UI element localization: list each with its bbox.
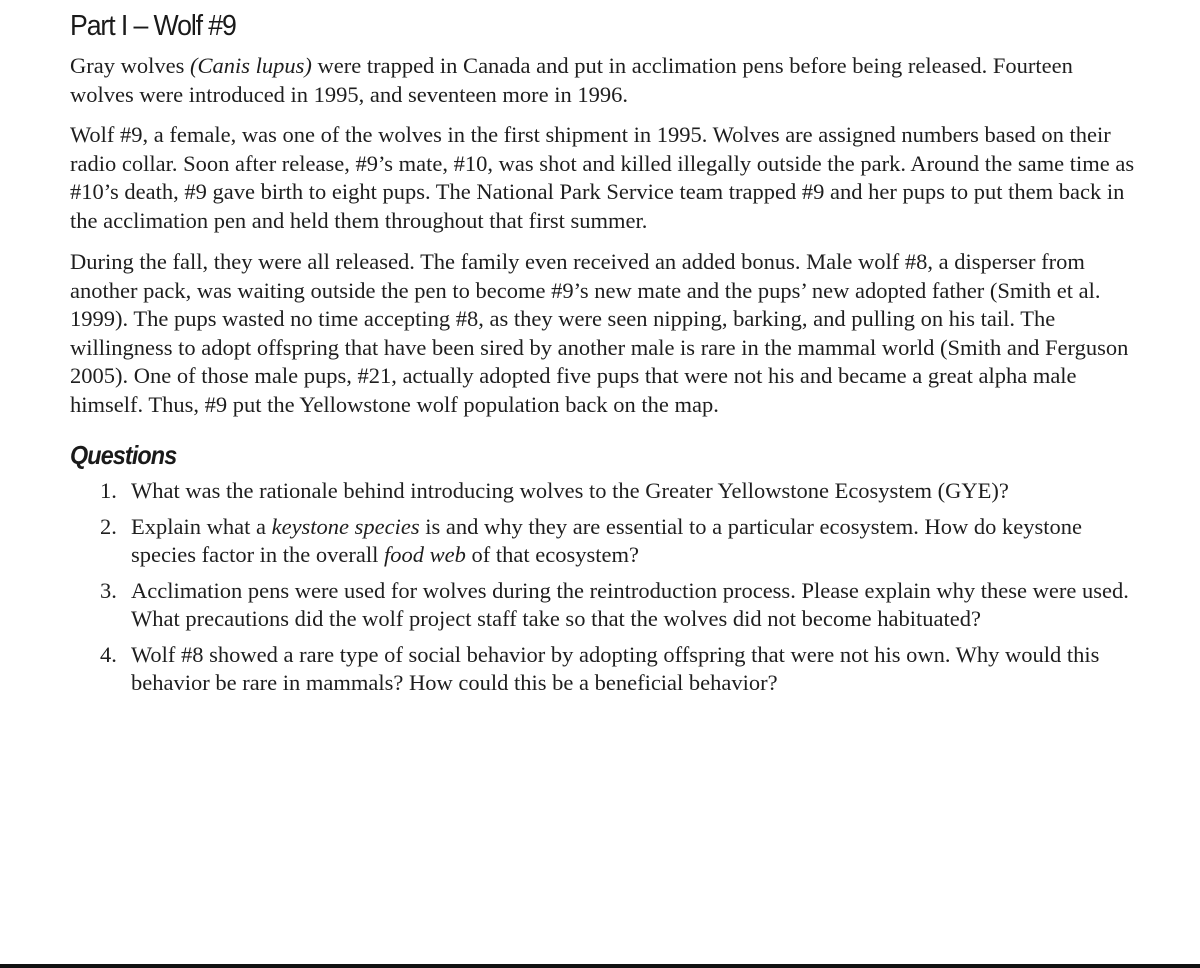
bottom-divider	[0, 964, 1200, 968]
release-paragraph: During the fall, they were all released. The family even received an added bonus. Male wolf #8, a disperser from another pack, was waiting outside the pen to become #9’s new mate and the pups’ new adopted father (Smith et al. 1999). The pups wasted no time accepting #8, as they were seen nipping, barking, and pulling on his tail. The willingness to adopt offspring that have been sired by another male is rare in the mammal world (Smith and Ferguson 2005). One of those male pups, #21, actually adopted five pups that were not his and became a great alpha male himself. Thus, #9 put the Yellowstone wolf population back on the map.	[70, 249, 1129, 417]
question-text: What was the rationale behind introducing wolves to the Greater Yellowstone Ecosystem (GYE)?	[131, 478, 1009, 503]
question-item	[100, 477, 1140, 506]
wolf-9-paragraph: Wolf #9, a female, was one of the wolves in the first shipment in 1995. Wolves are assigned numbers based on their radio collar. Soon after release, #9’s mate, #10, was shot and killed illegally outside the park. Around the same time as #10’s death, #9 gave birth to eight pups. The National Park Service team trapped #9 and her pups to put them back in the acclimation pen and held them throughout that first summer.	[70, 122, 1135, 233]
question-text-part: is and why they are essential to a particular ecosystem. How do keystone species factor in the overall	[131, 513, 1082, 567]
question-text-part: of that ecosystem?	[465, 542, 639, 567]
questions-heading: Questions	[70, 440, 177, 470]
keystone-species-term: keystone species	[271, 513, 420, 539]
question-number: 4.	[100, 641, 117, 667]
question-text: Acclimation pens were used for wolves during the reintroduction process. Please explain why these were used. What precautions did the wolf project staff take so that the wolves did not become habituated?	[131, 577, 1129, 631]
species-name: (Canis lupus)	[189, 53, 312, 78]
question-text	[131, 514, 1082, 568]
question-item	[100, 513, 1140, 570]
intro-text-start: Gray wolves	[70, 53, 190, 78]
intro-text-end: were trapped in Canada and put in acclimation pens before being released. Fourteen wolves were introduced in 1995, and seventeen more in 1996.	[70, 53, 1073, 107]
question-number: 2.	[100, 513, 117, 539]
intro-paragraph	[70, 52, 1140, 109]
questions-list	[70, 477, 1140, 698]
food-web-term: food web	[384, 542, 466, 567]
question-text-part: Explain what a	[131, 513, 272, 539]
question-number: 1.	[100, 478, 117, 503]
question-item	[100, 577, 1140, 634]
page-title: Part I – Wolf #9	[70, 10, 236, 42]
question-item	[100, 641, 1140, 698]
question-text: Wolf #8 showed a rare type of social behavior by adopting offspring that were not his own. Why would this behavior be rare in mammals? How could this be a beneficial behavior?	[131, 641, 1100, 695]
question-number: 3.	[100, 577, 117, 603]
